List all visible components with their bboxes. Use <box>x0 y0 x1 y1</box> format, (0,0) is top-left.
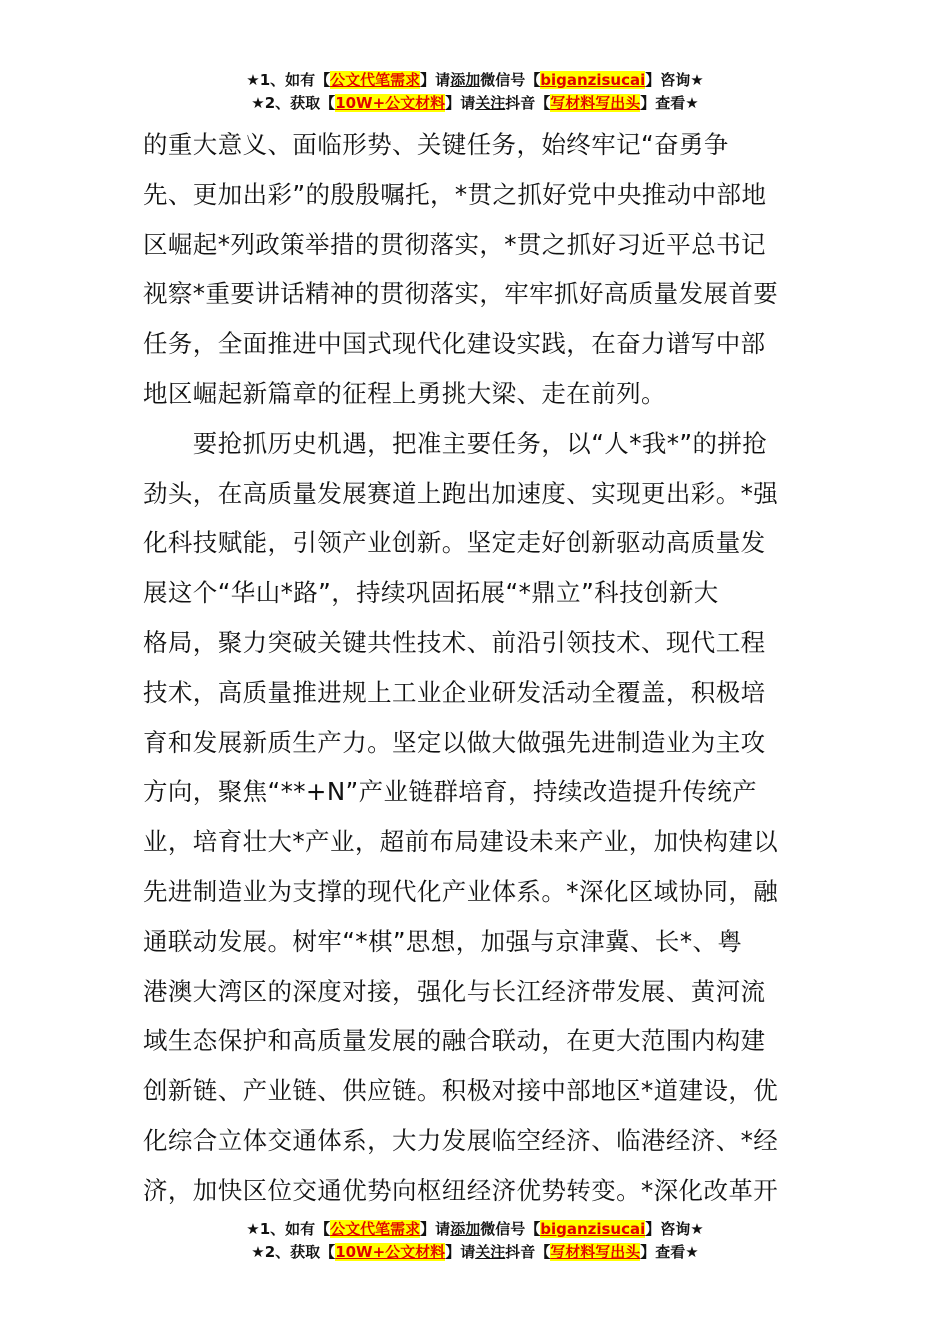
text-line: 港澳大湾区的深度对接，强化与长江经济带发展、黄河流 <box>143 976 766 1006</box>
text-line: 技术，高质量推进规上工业企业研发活动全覆盖，积极培 <box>143 677 766 707</box>
text-line: 济，加快区位交通优势向枢纽经济优势转变。*深化改革开 <box>143 1175 779 1205</box>
text: ★1、如有【 <box>246 71 331 89</box>
text: ★2、获取【 <box>251 94 336 112</box>
text-line: 展这个“华山*路”，持续巩固拓展“*鼎立”科技创新大 <box>143 578 719 608</box>
underlined: 关注 <box>475 94 506 112</box>
text-line: 先进制造业为支撑的现代化产业体系。*深化区域协同，融 <box>143 876 779 906</box>
highlight: 公文代笔需求 <box>330 1220 421 1238</box>
text: ★1、如有【 <box>246 1220 331 1238</box>
text-line: 育和发展新质生产力。坚定以做大做强先进制造业为主攻 <box>143 727 766 757</box>
underlined: 添加 <box>450 1220 481 1238</box>
text: 微信号【 <box>480 71 541 89</box>
text: 】请 <box>445 1243 476 1261</box>
header-banner <box>0 69 950 115</box>
banner-line-2 <box>0 92 950 115</box>
underlined: 关注 <box>475 1243 506 1261</box>
wechat-id: biganzisucai <box>540 1220 646 1238</box>
text-line: 地区崛起新篇章的征程上勇挑大梁、走在前列。 <box>143 378 666 408</box>
douyin-id: 写材料写出头 <box>550 1243 641 1261</box>
text-line: 域生态保护和高质量发展的融合联动，在更大范围内构建 <box>143 1026 766 1056</box>
text: 】咨询★ <box>645 1220 704 1238</box>
text: 】查看★ <box>640 1243 699 1261</box>
text-line: 方向，聚焦“**+N”产业链群培育，持续改造提升传统产 <box>143 777 758 807</box>
text-line: 格局，聚力突破关键共性技术、前沿引领技术、现代工程 <box>143 627 766 657</box>
text-line: 化综合立体交通体系，大力发展临空经济、临港经济、*经 <box>143 1125 779 1155</box>
highlight: 10W+公文材料 <box>335 94 446 112</box>
text-line: 的重大意义、面临形势、关键任务，始终牢记“奋勇争 <box>143 130 729 159</box>
text: 微信号【 <box>480 1220 541 1238</box>
text-line: 任务，全面推进中国式现代化建设实践，在奋力谱写中部 <box>143 329 766 359</box>
highlight: 10W+公文材料 <box>335 1243 446 1261</box>
banner-line-1 <box>0 69 950 92</box>
text: 】请 <box>420 1220 451 1238</box>
text: 】咨询★ <box>645 71 704 89</box>
text-line: 区崛起*列政策举措的贯彻落实，*贯之抓好习近平总书记 <box>143 229 766 259</box>
footer-banner <box>0 1218 950 1264</box>
wechat-id: biganzisucai <box>540 71 646 89</box>
underlined: 添加 <box>450 71 481 89</box>
text-line: 要抢抓历史机遇，把准主要任务，以“人*我*”的拼抢 <box>143 428 768 458</box>
text: 】请 <box>420 71 451 89</box>
banner-line-2 <box>0 1241 950 1264</box>
text-line: 通联动发展。树牢“*棋”思想，加强与京津冀、长*、粤 <box>143 926 743 956</box>
text: 抖音【 <box>505 1243 551 1261</box>
text: 】查看★ <box>640 94 699 112</box>
text-line: 创新链、产业链、供应链。积极对接中部地区*道建设，优 <box>143 1076 779 1106</box>
text-line: 劲头，在高质量发展赛道上跑出加速度、实现更出彩。*强 <box>143 478 779 508</box>
highlight: 公文代笔需求 <box>330 71 421 89</box>
text-line: 先、更加出彩”的殷殷嘱托，*贯之抓好党中央推动中部地 <box>143 179 767 209</box>
douyin-id: 写材料写出头 <box>550 94 641 112</box>
body-text <box>143 120 813 1216</box>
banner-line-1 <box>0 1218 950 1241</box>
text-line: 业，培育壮大*产业，超前布局建设未来产业，加快构建以 <box>143 827 779 857</box>
text: 抖音【 <box>505 94 551 112</box>
text: 】请 <box>445 94 476 112</box>
text-line: 视察*重要讲话精神的贯彻落实，牢牢抓好高质量发展首要 <box>143 279 779 309</box>
text: ★2、获取【 <box>251 1243 336 1261</box>
text-line: 化科技赋能，引领产业创新。坚定走好创新驱动高质量发 <box>143 528 766 558</box>
